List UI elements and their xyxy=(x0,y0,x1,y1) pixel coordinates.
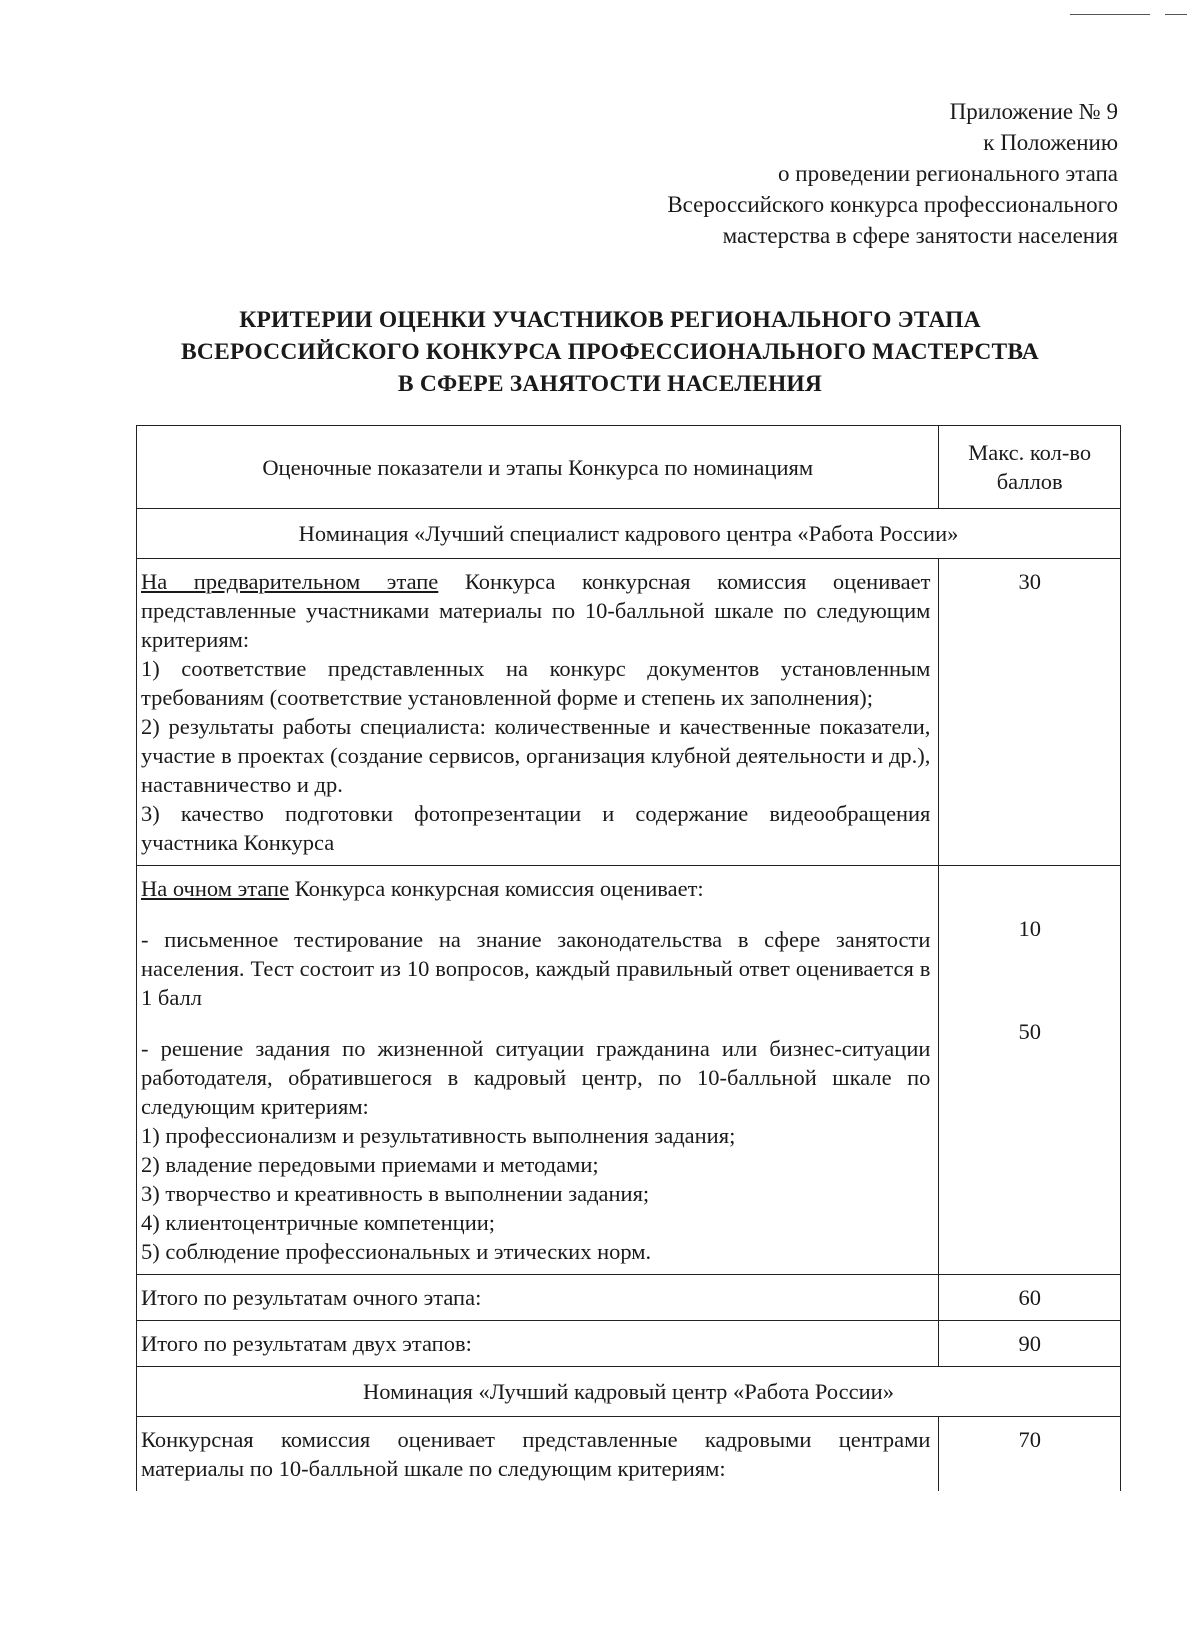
nomination-2-title: Номинация «Лучший кадровый центр «Работа России» xyxy=(137,1367,1121,1417)
spacer xyxy=(943,943,1116,1017)
inperson-case-criterion: 4) клиентоцентричные компетенции; xyxy=(141,1210,496,1235)
prelim-points: 30 xyxy=(939,559,1121,866)
inperson-case-criterion: 1) профессионализм и результативность выполнения задания; xyxy=(141,1123,736,1148)
inperson-case-criterion: 3) творчество и креативность в выполнении задания; xyxy=(141,1181,650,1206)
prelim-intro-text: Конкурса конкурсная комиссия оценивает представленные участниками материалы по 10-балльной шкале по следующим критериям: xyxy=(141,569,931,652)
total-both-points: 90 xyxy=(939,1321,1121,1367)
scan-top-rule xyxy=(1070,14,1150,15)
inperson-case-criterion: 2) владение передовыми приемами и методами; xyxy=(141,1152,599,1177)
nomination-2-points: 70 xyxy=(939,1417,1121,1492)
nomination-row xyxy=(137,509,1121,559)
table-row xyxy=(137,1417,1121,1492)
total-inperson-points: 60 xyxy=(939,1275,1121,1321)
header-points-line1: Макс. кол-во xyxy=(968,440,1092,465)
prelim-criterion: 1) соответствие представленных на конкурс документов установленным требованиям (соответствие установленной форме и степень их заполнения); xyxy=(141,656,931,710)
table-header-row xyxy=(137,426,1121,509)
prelim-stage-label: На предварительном этапе xyxy=(141,569,439,594)
scan-top-rule-short xyxy=(1165,14,1187,15)
total-both-label: Итого по результатам двух этапов: xyxy=(137,1321,939,1367)
prelim-criterion: 2) результаты работы специалиста: количественные и качественные показатели, участие в проектах (создание сервисов, организация клубной деятельности и др.), наставничество и др. xyxy=(141,714,931,797)
nomination-2-intro: Конкурсная комиссия оценивает представленные кадровыми центрами материалы по 10-балльной шкале по следующим критериям: xyxy=(137,1417,939,1492)
spacer xyxy=(943,874,1116,914)
inperson-stage-cell xyxy=(137,866,939,1275)
appendix-line: Всероссийского конкурса профессионального xyxy=(667,192,1118,217)
test-points: 10 xyxy=(1018,916,1041,941)
appendix-line: Приложение № 9 xyxy=(949,99,1118,124)
prelim-stage-cell xyxy=(137,559,939,866)
appendix-block xyxy=(667,96,1118,251)
prelim-intro xyxy=(141,567,930,654)
prelim-criterion: 3) качество подготовки фотопрезентации и содержание видеообращения участника Конкурса xyxy=(141,801,931,855)
table-row xyxy=(137,866,1121,1275)
spacer xyxy=(141,903,930,925)
inperson-stage-label: На очном этапе xyxy=(141,876,290,901)
header-points-line2: баллов xyxy=(996,469,1063,494)
table-row xyxy=(137,1275,1121,1321)
appendix-line: о проведении регионального этапа xyxy=(778,161,1118,186)
inperson-intro xyxy=(141,874,930,903)
inperson-points-cell xyxy=(939,866,1121,1275)
total-inperson-label: Итого по результатам очного этапа: xyxy=(137,1275,939,1321)
table-row xyxy=(137,559,1121,866)
spacer xyxy=(141,1012,930,1034)
header-points xyxy=(939,426,1121,509)
title-line: В СФЕРЕ ЗАНЯТОСТИ НАСЕЛЕНИЯ xyxy=(397,371,823,397)
criteria-table xyxy=(136,425,1121,1491)
inperson-intro-text: Конкурса конкурсная комиссия оценивает: xyxy=(289,876,704,901)
inperson-case-intro: - решение задания по жизненной ситуации гражданина или бизнес-ситуации работодателя, обратившегося в кадровый центр, по 10-балльной шкале по следующим критериям: xyxy=(141,1036,931,1119)
table-row xyxy=(137,1321,1121,1367)
nomination-1-title: Номинация «Лучший специалист кадрового центра «Работа России» xyxy=(137,509,1121,559)
appendix-line: к Положению xyxy=(983,130,1118,155)
nomination-row xyxy=(137,1367,1121,1417)
inperson-case-criterion: 5) соблюдение профессиональных и этических норм. xyxy=(141,1239,652,1264)
title-line: ВСЕРОССИЙСКОГО КОНКУРСА ПРОФЕССИОНАЛЬНОГО МАСТЕРСТВА xyxy=(181,339,1039,365)
appendix-line: мастерства в сфере занятости населения xyxy=(722,223,1118,248)
document-title xyxy=(120,304,1100,400)
header-criteria: Оценочные показатели и этапы Конкурса по номинациям xyxy=(137,426,939,509)
inperson-test: - письменное тестирование на знание законодательства в сфере занятости населения. Тест состоит из 10 вопросов, каждый правильный ответ оценивается в 1 балл xyxy=(141,927,931,1010)
title-line: КРИТЕРИИ ОЦЕНКИ УЧАСТНИКОВ РЕГИОНАЛЬНОГО ЭТАПА xyxy=(239,307,981,333)
case-points: 50 xyxy=(1018,1019,1041,1044)
